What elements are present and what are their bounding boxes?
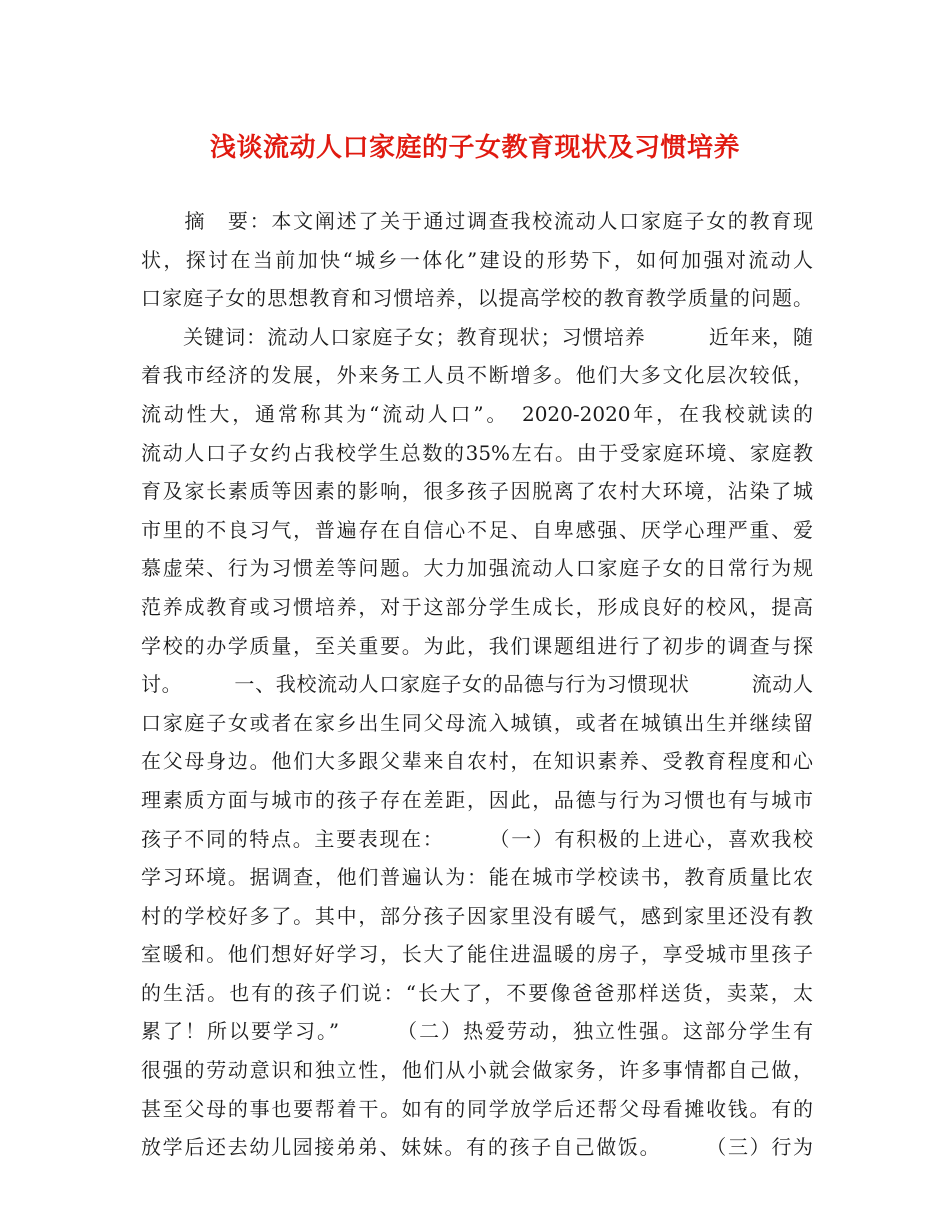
text-line: 孩子不同的特点。主要表现在： （一）有积极的上进心，喜欢我校 bbox=[141, 826, 813, 851]
text-line: 市里的不良习气，普遍存在自信心不足、自卑感强、厌学心理严重、爱 bbox=[141, 517, 813, 542]
text-line: 流动性大，通常称其为“流动人口”。 2020-2020年，在我校就读的 bbox=[141, 401, 813, 426]
document-title: 浅谈流动人口家庭的子女教育现状及习惯培养 bbox=[209, 133, 740, 163]
text-line: 讨。 一、我校流动人口家庭子女的品德与行为习惯现状 流动人 bbox=[141, 672, 813, 697]
text-line: 甚至父母的事也要帮着干。如有的同学放学后还帮父母看摊收钱。有的 bbox=[141, 1096, 813, 1121]
text-line: 学习环境。据调查，他们普遍认为：能在城市学校读书，教育质量比农 bbox=[141, 865, 813, 890]
text-line: 慕虚荣、行为习惯差等问题。大力加强流动人口家庭子女的日常行为规 bbox=[141, 556, 813, 581]
text-line: 关键词：流动人口家庭子女；教育现状；习惯培养 近年来，随 bbox=[141, 324, 813, 349]
text-line: 累了！所以要学习。” （二）热爱劳动，独立性强。这部分学生有 bbox=[141, 1019, 813, 1044]
text-line: 的生活。也有的孩子们说：“长大了，不要像爸爸那样送货，卖菜，太 bbox=[141, 980, 813, 1005]
text-line: 在父母身边。他们大多跟父辈来自农村，在知识素养、受教育程度和心 bbox=[141, 749, 813, 774]
text-line: 范养成教育或习惯培养，对于这部分学生成长，形成良好的校风，提高 bbox=[141, 594, 813, 619]
text-line: 摘 要：本文阐述了关于通过调查我校流动人口家庭子女的教育现 bbox=[141, 209, 813, 233]
text-line: 流动人口子女约占我校学生总数的35%左右。由于受家庭环境、家庭教 bbox=[141, 440, 813, 465]
text-line: 育及家长素质等因素的影响，很多孩子因脱离了农村大环境，沾染了城 bbox=[141, 479, 813, 504]
text-line: 着我市经济的发展，外来务工人员不断增多。他们大多文化层次较低， bbox=[141, 363, 813, 388]
text-line: 理素质方面与城市的孩子存在差距，因此，品德与行为习惯也有与城市 bbox=[141, 787, 813, 812]
text-line: 室暖和。他们想好好学习，长大了能住进温暖的房子，享受城市里孩子 bbox=[141, 942, 813, 967]
text-line: 放学后还去幼儿园接弟弟、妹妹。有的孩子自己做饭。 （三）行为 bbox=[141, 1135, 813, 1160]
text-line: 村的学校好多了。其中，部分孩子因家里没有暖气，感到家里还没有教 bbox=[141, 903, 813, 928]
document-body bbox=[141, 202, 813, 1167]
text-line: 学校的办学质量，至关重要。为此，我们课题组进行了初步的调查与探 bbox=[141, 633, 813, 658]
text-line: 很强的劳动意识和独立性，他们从小就会做家务，许多事情都自己做， bbox=[141, 1058, 813, 1083]
text-line: 口家庭子女的思想教育和习惯培养，以提高学校的教育教学质量的问题。 bbox=[141, 286, 813, 311]
text-line: 口家庭子女或者在家乡出生同父母流入城镇，或者在城镇出生并继续留 bbox=[141, 710, 813, 735]
text-line: 状，探讨在当前加快“城乡一体化”建设的形势下，如何加强对流动人 bbox=[141, 247, 813, 272]
